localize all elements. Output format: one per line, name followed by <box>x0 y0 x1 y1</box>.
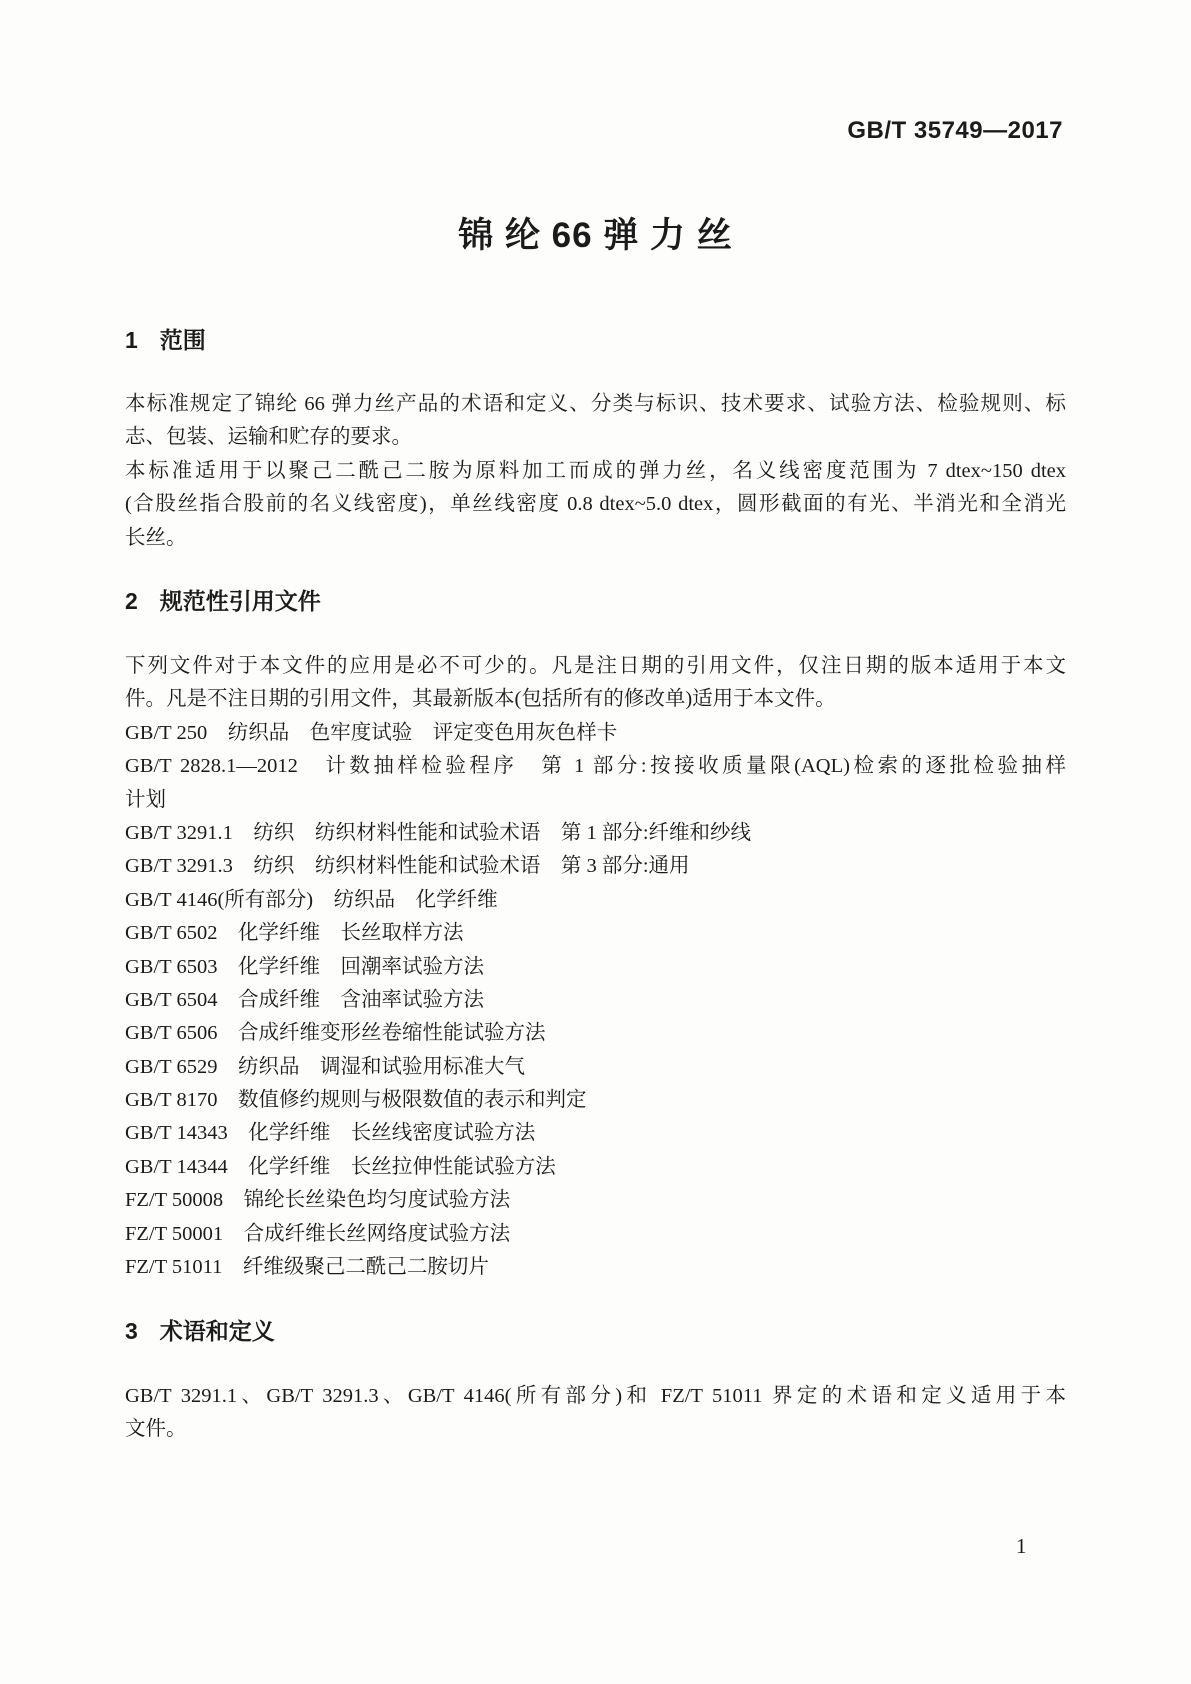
text-line: GB/T 6506 合成纤维变形丝卷缩性能试验方法 <box>125 1022 546 1045</box>
text-line: GB/T 8170 数值修约规则与极限数值的表示和判定 <box>125 1089 587 1112</box>
terms-section-body <box>125 1380 1066 1447</box>
text-line: 件。凡是不注日期的引用文件，其最新版本(包括所有的修改单)适用于本文件。 <box>125 688 836 711</box>
reference-item <box>125 850 1066 883</box>
text-line: GB/T 2828.1—2012 计数抽样检验程序 第 1 部分:按接收质量限(AQL)检索的逐批检验抽样 <box>125 755 1066 778</box>
text-line: GB/T 4146(所有部分) 纺织品 化学纤维 <box>125 888 498 911</box>
text-line: GB/T 250 纺织品 色牢度试验 评定变色用灰色样卡 <box>125 721 618 744</box>
section-3-number: 3 <box>125 1318 138 1344</box>
document-title: 锦 纶 66 弹 力 丝 <box>458 216 733 255</box>
text-line: 计划 <box>125 788 166 811</box>
text-line: GB/T 6502 化学纤维 长丝取样方法 <box>125 922 464 945</box>
text-line: GB/T 3291.3 纺织 纺织材料性能和试验术语 第 3 部分:通用 <box>125 855 690 878</box>
text-line: 文件。 <box>125 1418 187 1441</box>
reference-item <box>125 1184 1066 1217</box>
text-line: 长丝。 <box>125 526 187 549</box>
reference-item <box>125 1117 1066 1150</box>
reference-item <box>125 1051 1066 1084</box>
reference-item <box>125 1218 1066 1251</box>
text-line: 本标准规定了锦纶 66 弹力丝产品的术语和定义、分类与标识、技术要求、试验方法、检验规则、标 <box>125 393 1066 415</box>
reference-item <box>125 817 1066 850</box>
section-2-title: 规范性引用文件 <box>159 588 321 614</box>
text-line: FZ/T 50008 锦纶长丝染色均匀度试验方法 <box>125 1189 511 1212</box>
text-line: GB/T 6529 纺织品 调湿和试验用标准大气 <box>125 1055 525 1078</box>
standard-number: GB/T 35749—2017 <box>847 117 1063 144</box>
text-line: GB/T 6503 化学纤维 回潮率试验方法 <box>125 955 484 978</box>
text-line: 本标准适用于以聚己二酰己二胺为原料加工而成的弹力丝，名义线密度范围为 7 dtex~150 dtex <box>125 459 1066 482</box>
references-section-body <box>125 650 1066 1284</box>
section-1-heading <box>125 323 206 357</box>
reference-item <box>125 717 1066 750</box>
reference-item <box>125 1151 1066 1184</box>
text-line: GB/T 6504 合成纤维 含油率试验方法 <box>125 988 484 1011</box>
text-line: GB/T 14343 化学纤维 长丝线密度试验方法 <box>125 1122 536 1145</box>
reference-item <box>125 951 1066 984</box>
text-line: 下列文件对于本文件的应用是必不可少的。凡是注日期的引用文件，仅注日期的版本适用于本文 <box>125 655 1066 677</box>
section-2-heading <box>125 584 321 618</box>
reference-item <box>125 750 1066 817</box>
text-line: FZ/T 51011 纤维级聚己二酰己二胺切片 <box>125 1256 489 1279</box>
reference-item <box>125 1017 1066 1050</box>
text-line: GB/T 3291.1、GB/T 3291.3、GB/T 4146(所有部分)和 FZ/T 51011 界定的术语和定义适用于本 <box>125 1385 1066 1407</box>
reference-item <box>125 984 1066 1017</box>
references-intro-paragraph <box>125 650 1066 717</box>
reference-item <box>125 1251 1066 1284</box>
scope-section-body <box>125 388 1066 555</box>
terms-paragraph <box>125 1380 1066 1447</box>
text-line: GB/T 14344 化学纤维 长丝拉伸性能试验方法 <box>125 1155 556 1178</box>
references-list <box>125 717 1066 1285</box>
section-1-number: 1 <box>125 327 138 353</box>
scope-paragraph-1 <box>125 388 1066 455</box>
page-number: 1 <box>1016 1534 1027 1558</box>
text-line: GB/T 3291.1 纺织 纺织材料性能和试验术语 第 1 部分:纤维和纱线 <box>125 821 752 844</box>
content-area <box>125 0 1066 1684</box>
text-line: FZ/T 50001 合成纤维长丝网络度试验方法 <box>125 1222 511 1245</box>
reference-item <box>125 884 1066 917</box>
text-line: 志、包装、运输和贮存的要求。 <box>125 426 412 449</box>
reference-item <box>125 1084 1066 1117</box>
section-3-title: 术语和定义 <box>159 1318 275 1344</box>
scope-paragraph-2 <box>125 455 1066 555</box>
text-line: (合股丝指合股前的名义线密度)，单丝线密度 0.8 dtex~5.0 dtex，圆形截面的有光、半消光和全消光 <box>125 493 1066 516</box>
section-3-heading <box>125 1314 275 1348</box>
section-2-number: 2 <box>125 588 138 614</box>
section-1-title: 范围 <box>159 327 206 353</box>
reference-item <box>125 917 1066 950</box>
